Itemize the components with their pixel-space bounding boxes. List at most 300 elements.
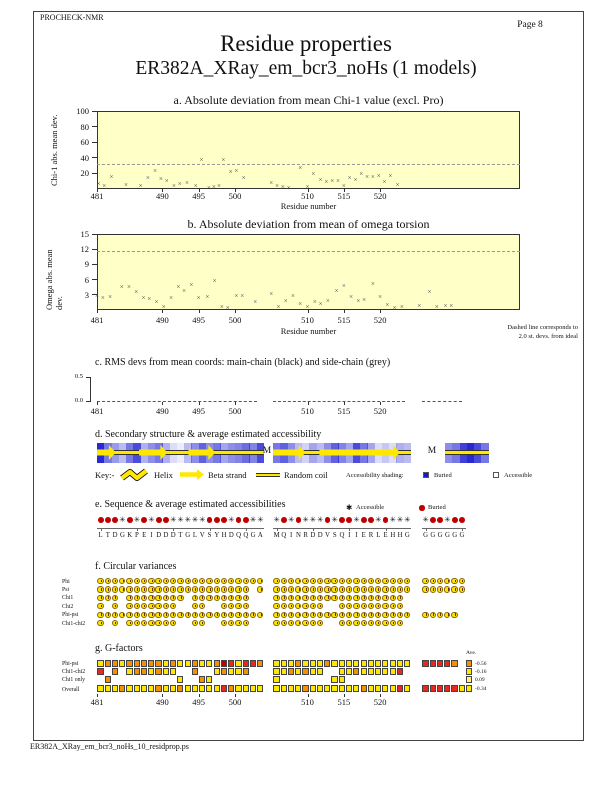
- gfactor-cell: [221, 685, 227, 692]
- variance-dial-hand: [166, 596, 167, 599]
- variance-dial: [163, 586, 169, 592]
- sequence-letter: Q: [281, 532, 287, 539]
- gfactor-cell: [170, 685, 176, 692]
- gfactor-cell: [199, 685, 205, 692]
- variance-dial-hand: [342, 596, 343, 599]
- chart-a-y-tick-label: 100: [76, 106, 89, 116]
- residue-buried-dot: [243, 517, 249, 523]
- variance-dial: [97, 578, 103, 584]
- helix-icon: [120, 468, 150, 482]
- gfactor-cell: [430, 660, 436, 667]
- variance-dial-hand: [137, 605, 138, 608]
- chart-a-point: ×: [305, 182, 310, 191]
- variance-dial: [235, 612, 241, 618]
- variance-dial: [324, 578, 330, 584]
- sequence-letter: I: [150, 532, 153, 539]
- g-legend-swatch: [466, 676, 472, 683]
- variance-dial: [206, 612, 212, 618]
- variance-dial-hand: [217, 613, 218, 616]
- chart-a-threshold-line: [97, 164, 520, 165]
- variance-dial: [310, 586, 316, 592]
- variance-dial-hand: [277, 622, 278, 625]
- key-buried-label: Buried: [434, 471, 452, 479]
- variance-dial-hand: [210, 613, 211, 616]
- variance-dial-hand: [320, 580, 321, 583]
- variance-dial: [243, 612, 249, 618]
- variance-dial-hand: [313, 588, 314, 591]
- gfactor-cell: [324, 660, 330, 667]
- chart-b-y-tick-label: 15: [80, 229, 89, 239]
- variance-dial-hand: [407, 580, 408, 583]
- variance-dial-hand: [246, 613, 247, 616]
- chart-b-point: ×: [325, 297, 330, 306]
- chart-c-zero-line: [97, 401, 257, 402]
- chart-a-point: ×: [298, 164, 303, 173]
- sequence-letter: V: [199, 532, 205, 539]
- variance-dial-hand: [188, 588, 189, 591]
- variance-dial: [382, 578, 388, 584]
- chart-a-y-tick: [92, 173, 97, 174]
- chart-g-title: g. G-factors: [95, 643, 143, 654]
- residue-accessible-star: ✳: [404, 514, 411, 524]
- chart-b-note-line2: 2.0 st. devs. from ideal: [518, 332, 578, 340]
- variance-dial-hand: [202, 622, 203, 625]
- gfactor-cell: [302, 685, 308, 692]
- variance-dial: [302, 586, 308, 592]
- sequence-baseline-tick: [101, 529, 102, 531]
- chart-a-point: ×: [145, 173, 150, 182]
- variance-dial-hand: [246, 588, 247, 591]
- chart-b-point: ×: [234, 291, 239, 300]
- chart-b-point: ×: [169, 293, 174, 302]
- gfactor-cell: [451, 660, 457, 667]
- sequence-letter: L: [192, 532, 198, 539]
- chart-b-x-tick-label: 481: [90, 315, 104, 325]
- variance-dial-hand: [455, 588, 456, 591]
- variance-dial-hand: [328, 613, 329, 616]
- residue-buried-dot: [437, 517, 443, 523]
- variance-dial-hand: [137, 596, 138, 599]
- variance-dial: [243, 586, 249, 592]
- variance-dial-hand: [386, 588, 387, 591]
- g-legend-swatch: [466, 660, 472, 667]
- chart-a-point: ×: [324, 178, 329, 187]
- variance-dial-hand: [393, 605, 394, 608]
- chart-a-point: ×: [96, 179, 101, 188]
- variance-dial-hand: [313, 580, 314, 583]
- gfactor-cell: [310, 668, 316, 675]
- gfactor-cell: [310, 660, 316, 667]
- variance-dial: [243, 595, 249, 601]
- variance-dial: [281, 595, 287, 601]
- gfactor-cell: [214, 685, 220, 692]
- sequence-letter: D: [228, 532, 234, 539]
- chart-b-point: ×: [205, 293, 210, 302]
- chart-a-y-tick: [92, 157, 97, 158]
- variance-dial: [302, 578, 308, 584]
- sequence-letter: D: [310, 532, 316, 539]
- chart-g-x-tick-label: 510: [301, 697, 314, 707]
- variance-dial-hand: [137, 580, 138, 583]
- gfactor-cell: [112, 660, 118, 667]
- gfactor-cell: [368, 660, 374, 667]
- gfactor-cell: [214, 660, 220, 667]
- variance-dial-hand: [277, 605, 278, 608]
- sequence-letter: T: [178, 532, 183, 539]
- variance-dial-hand: [130, 622, 131, 625]
- chart-a-point: ×: [211, 182, 216, 191]
- gfactor-cell: [250, 685, 256, 692]
- residue-buried-dot: [281, 517, 287, 523]
- chart-a-point: ×: [102, 182, 107, 191]
- chart-b-point: ×: [119, 282, 124, 291]
- variance-dial-hand: [328, 596, 329, 599]
- gfactor-cell: [273, 668, 279, 675]
- chart-a-y-tick-label: 60: [80, 137, 89, 148]
- chart-b-y-axis-label: Omega abs. mean dev.: [44, 249, 64, 310]
- gfactor-cell: [404, 685, 410, 692]
- variance-dial-hand: [231, 622, 232, 625]
- chart-a-y-tick-label: 40: [80, 152, 89, 163]
- residue-buried-dot: [141, 517, 147, 523]
- variance-dial-hand: [130, 596, 131, 599]
- gfactor-cell: [105, 660, 111, 667]
- gfactor-cell: [430, 685, 436, 692]
- variance-dial: [177, 578, 183, 584]
- variance-dial: [155, 612, 161, 618]
- variance-dial-hand: [173, 580, 174, 583]
- f-row-label: Phi-psi: [62, 612, 79, 619]
- sequence-letter: G: [437, 532, 443, 539]
- variance-dial: [451, 578, 457, 584]
- variance-dial-hand: [426, 613, 427, 616]
- gfactor-cell: [339, 685, 345, 692]
- variance-dial: [206, 578, 212, 584]
- gfactor-cell: [346, 660, 352, 667]
- chart-a-point: ×: [359, 169, 364, 178]
- sequence-baseline: [273, 528, 411, 529]
- chart-c-x-tick-label: 520: [373, 406, 387, 416]
- chart-b-point: ×: [417, 302, 422, 311]
- variance-dial: [430, 586, 436, 592]
- variance-dial-hand: [342, 622, 343, 625]
- chart-a-point: ×: [275, 182, 280, 191]
- chart-b-y-tick: [92, 279, 97, 280]
- chart-c-y-tick: [86, 401, 90, 402]
- chart-a-point: ×: [124, 181, 128, 190]
- residue-accessible-star: ✳: [249, 514, 257, 524]
- gfactor-cell: [324, 685, 330, 692]
- variance-dial: [134, 586, 140, 592]
- variance-dial: [126, 612, 132, 618]
- variance-dial-hand: [101, 605, 102, 608]
- gfactor-cell: [444, 685, 450, 692]
- g-row-label: Chi1 only: [62, 677, 86, 683]
- sequence-letter: S: [332, 532, 337, 539]
- variance-dial-hand: [448, 613, 449, 616]
- sequence-letter: L: [98, 532, 103, 539]
- variance-dial-hand: [253, 613, 254, 616]
- gfactor-cell: [422, 660, 428, 667]
- gfactor-cell: [250, 660, 256, 667]
- chart-b-x-tick-label: 520: [373, 315, 387, 325]
- chart-c-y-axis: [90, 377, 91, 402]
- gfactor-cell: [317, 660, 323, 667]
- ss-chain-separator: M: [262, 446, 272, 456]
- chart-b-point: ×: [443, 301, 448, 310]
- chart-b-point: ×: [385, 301, 390, 310]
- chart-b-point: ×: [154, 297, 159, 306]
- sequence-letter: G: [452, 532, 458, 539]
- variance-dial: [148, 612, 154, 618]
- variance-dial-hand: [328, 588, 329, 591]
- variance-dial: [397, 586, 403, 592]
- variance-dial: [422, 586, 428, 592]
- residue-accessible-star: ✳: [199, 514, 206, 524]
- residue-accessible-star: ✳: [273, 514, 280, 524]
- sequence-letter: E: [142, 532, 147, 539]
- variance-dial: [273, 578, 279, 584]
- variance-dial: [221, 612, 227, 618]
- chart-a-point: ×: [164, 177, 169, 186]
- sequence-baseline: [422, 528, 466, 529]
- gfactor-cell: [397, 660, 403, 667]
- variance-dial: [324, 586, 330, 592]
- variance-dial-hand: [400, 588, 401, 591]
- variance-dial: [361, 578, 367, 584]
- residue-buried-dot: [339, 517, 345, 523]
- residue-buried-dot: [105, 517, 111, 523]
- variance-dial-hand: [210, 580, 211, 583]
- buried-dot-icon: [419, 505, 425, 511]
- variance-dial-hand: [202, 613, 203, 616]
- variance-dial-hand: [284, 622, 285, 625]
- variance-dial-hand: [349, 605, 350, 608]
- residue-buried-dot: [163, 517, 169, 523]
- chart-a-point: ×: [347, 174, 352, 183]
- chart-b-y-tick: [92, 234, 97, 235]
- variance-dial: [141, 586, 147, 592]
- chart-b-note-line1: Dashed line corresponds to: [507, 324, 578, 331]
- variance-dial-hand: [448, 588, 449, 591]
- variance-dial-hand: [378, 613, 379, 616]
- variance-dial: [112, 586, 118, 592]
- chart-b-point: ×: [147, 294, 152, 303]
- chart-a-point: ×: [138, 182, 143, 191]
- variance-dial: [155, 620, 161, 626]
- chart-a-x-tick-label: 515: [337, 191, 351, 201]
- chart-b-point: ×: [362, 296, 367, 305]
- variance-dial-hand: [123, 588, 124, 591]
- variance-dial-hand: [166, 580, 167, 583]
- chart-b-point: ×: [134, 288, 139, 297]
- gfactor-cell: [206, 660, 212, 667]
- chart-a-x-tick-label: 500: [228, 191, 242, 201]
- g-row-label: Overall: [62, 686, 80, 693]
- variance-dial-hand: [231, 613, 232, 616]
- gfactor-cell: [397, 685, 403, 692]
- variance-dial-hand: [231, 596, 232, 599]
- gfactor-cell: [288, 685, 294, 692]
- chart-b-threshold-line: [97, 251, 520, 252]
- chart-a-point: ×: [109, 172, 114, 181]
- variance-dial-hand: [123, 580, 124, 583]
- chart-a-point: ×: [382, 178, 387, 187]
- variance-dial-hand: [210, 596, 211, 599]
- residue-buried-dot: [214, 517, 220, 523]
- chart-a-point: ×: [280, 182, 285, 191]
- chart-a-y-tick: [92, 142, 97, 143]
- variance-dial-hand: [101, 622, 102, 625]
- variance-dial-hand: [144, 596, 145, 599]
- gfactor-cell: [361, 660, 367, 667]
- g-legend-value: 0.09: [475, 676, 485, 683]
- variance-dial: [281, 586, 287, 592]
- variance-dial-hand: [152, 588, 153, 591]
- variance-dial: [422, 612, 428, 618]
- variance-dial: [126, 595, 132, 601]
- chart-a-point: ×: [153, 167, 158, 176]
- variance-dial-hand: [349, 580, 350, 583]
- variance-dial-hand: [130, 588, 131, 591]
- sequence-letter: D: [112, 532, 118, 539]
- variance-dial: [390, 612, 396, 618]
- gfactor-cell: [163, 668, 169, 675]
- chart-c-x-tick-label: 500: [228, 406, 242, 416]
- variance-dial-hand: [313, 605, 314, 608]
- gfactor-cell: [368, 685, 374, 692]
- variance-dial-hand: [306, 613, 307, 616]
- gfactor-cell: [199, 676, 205, 683]
- chart-a-title: a. Absolute deviation from mean Chi-1 value (excl. Pro): [173, 93, 444, 107]
- sequence-letter: S: [207, 532, 212, 539]
- variance-dial: [361, 586, 367, 592]
- chart-c-x-tick-label: 510: [301, 406, 314, 416]
- variance-dial-hand: [159, 605, 160, 608]
- chart-a-point: ×: [311, 170, 316, 179]
- variance-dial-hand: [400, 605, 401, 608]
- chart-b-point: ×: [240, 292, 245, 301]
- chart-a-point: ×: [206, 183, 211, 192]
- gfactor-cell: [382, 668, 388, 675]
- sequence-letter: G: [444, 532, 450, 539]
- variance-dial: [206, 595, 212, 601]
- variance-dial-hand: [195, 596, 196, 599]
- variance-dial: [339, 612, 345, 618]
- gfactor-cell: [459, 685, 465, 692]
- sequence-letter: K: [127, 532, 133, 539]
- variance-dial-hand: [299, 622, 300, 625]
- variance-dial-hand: [462, 580, 463, 583]
- variance-dial-hand: [357, 605, 358, 608]
- legend-accessible-label: Accessible: [356, 503, 385, 511]
- variance-dial-hand: [291, 580, 292, 583]
- chart-b-x-tick-label: 495: [192, 315, 205, 325]
- gfactor-cell: [281, 660, 287, 667]
- gfactor-cell: [382, 660, 388, 667]
- variance-dial-hand: [306, 596, 307, 599]
- residue-buried-dot: [459, 517, 465, 523]
- residue-accessible-star: ✳: [422, 514, 429, 524]
- app-name: PROCHECK-NMR: [40, 13, 104, 22]
- residue-buried-dot: [452, 517, 458, 523]
- chart-a-point: ×: [185, 179, 189, 188]
- variance-dial-hand: [115, 580, 116, 583]
- chart-a-point: ×: [353, 175, 358, 184]
- variance-dial: [235, 595, 241, 601]
- variance-dial-hand: [239, 596, 240, 599]
- sequence-letter: T: [105, 532, 110, 539]
- variance-dial-hand: [371, 605, 372, 608]
- variance-dial-hand: [231, 605, 232, 608]
- gfactor-cell: [273, 676, 279, 683]
- gfactor-cell: [141, 660, 147, 667]
- sequence-letter: V: [324, 532, 330, 539]
- f-row-label: Chi1-chi2: [62, 620, 86, 627]
- gfactor-cell: [243, 685, 249, 692]
- gfactor-cell: [155, 685, 161, 692]
- chart-b-point: ×: [392, 303, 397, 312]
- variance-dial-hand: [378, 596, 379, 599]
- chart-c-x-tick: [344, 402, 345, 405]
- variance-dial-hand: [433, 588, 434, 591]
- gfactor-cell: [339, 660, 345, 667]
- gfactor-cell: [281, 685, 287, 692]
- g-legend-value: -0.34: [475, 685, 487, 692]
- gfactor-cell: [155, 668, 161, 675]
- gfactor-cell: [235, 668, 241, 675]
- chart-g-x-tick-label: 515: [337, 697, 351, 707]
- sequence-baseline-tick: [137, 529, 138, 531]
- ss-coil-line: [445, 450, 489, 455]
- residue-accessible-star: ✳: [309, 514, 317, 524]
- residue-accessible-star: ✳: [302, 514, 309, 524]
- gfactor-cell: [112, 685, 118, 692]
- gfactor-cell: [302, 668, 308, 675]
- variance-dial: [353, 603, 359, 609]
- chart-b-point: ×: [312, 298, 317, 307]
- variance-dial-hand: [320, 622, 321, 625]
- chart-g-x-tick-label: 481: [90, 697, 104, 707]
- variance-dial: [324, 595, 330, 601]
- ss-chain-separator: M: [427, 446, 437, 456]
- gfactor-cell: [134, 660, 140, 667]
- sequence-baseline-tick: [210, 529, 211, 531]
- gfactor-cell: [170, 668, 176, 675]
- variance-dial-hand: [144, 622, 145, 625]
- variance-dial-hand: [364, 580, 365, 583]
- chart-b-y-tick: [92, 264, 97, 265]
- variance-dial-hand: [357, 580, 358, 583]
- variance-dial-hand: [364, 622, 365, 625]
- variance-dial-hand: [188, 613, 189, 616]
- variance-dial-hand: [299, 588, 300, 591]
- sequence-letter: L: [376, 532, 381, 539]
- sequence-baseline-tick: [386, 529, 387, 531]
- key-shading-label: Accessibility shading:: [346, 471, 404, 479]
- variance-dial-hand: [440, 588, 441, 591]
- variance-dial-hand: [239, 622, 240, 625]
- sequence-letter: G: [250, 532, 256, 539]
- g-legend-swatch: [466, 668, 472, 675]
- sequence-letter: G: [430, 532, 436, 539]
- variance-dial-hand: [261, 613, 262, 616]
- variance-dial: [324, 612, 330, 618]
- residue-accessible-star: ✳: [177, 514, 184, 524]
- gfactor-cell: [192, 668, 198, 675]
- sequence-letter: P: [135, 532, 139, 539]
- residue-accessible-star: ✳: [375, 514, 382, 524]
